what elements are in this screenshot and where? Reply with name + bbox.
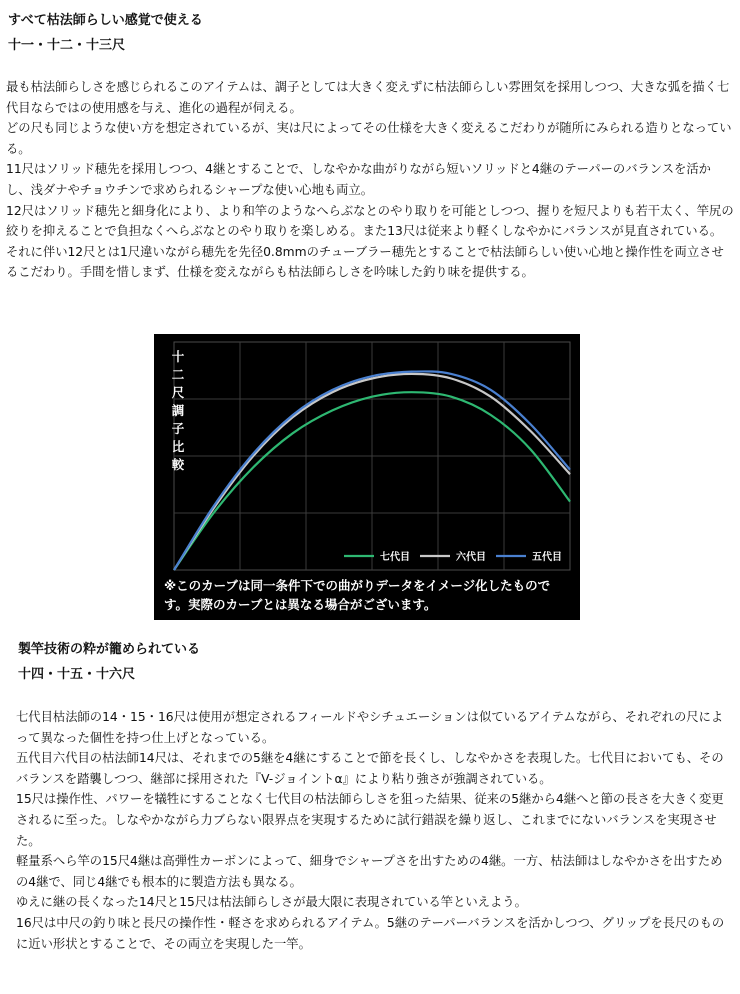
chart-note: ※このカーブは同一条件下での曲がりデータをイメージ化したものです。実際のカーブとは異なる場合がございます。 bbox=[164, 578, 551, 612]
legend-label: 五代目 bbox=[532, 552, 562, 563]
section2-paragraph: 七代目枯法師の14・15・16尺は使用が想定されるフィールドやシチュエーションは似ているアイテムながら、それぞれの尺によって異なった個性を持つ仕上げとなっている。 bbox=[16, 710, 724, 745]
section1-paragraph: 12尺はソリッド穂先と細身化により、より和竿のようなへらぶなとのやり取りを可能としつつ、握りを短尺よりも若干太く、竿尻の絞りを抑えることで負担なくへらぶなとのやり取りを楽しめる。また13尺は従来より軽くしなやかにバランスが見直されている。それに伴い12尺とは1尺違いながら穂先を先径0.8mmのチューブラー穂先とすることで枯法師らしい使い心地と操作性を両立させるこだわり。手間を惜しまず、仕様を変えながらも枯法師らしさを吟味した釣り味を提供する。 bbox=[6, 203, 734, 280]
section2-paragraph: 軽量系へら竿の15尺4継は高弾性カーボンによって、細身でシャープさを出すための4継。一方、枯法師はしなやかさを出すための4継で、同じ4継でも根本的に製造方法も異なる。 bbox=[16, 854, 723, 889]
chart-ylabel: 十二尺調子比較 bbox=[171, 349, 185, 472]
legend-label: 六代目 bbox=[456, 552, 486, 563]
section2-heading: 製竿技術の粋が籠められている bbox=[18, 642, 201, 657]
section2-subheading: 十四・十五・十六尺 bbox=[18, 667, 136, 682]
section1-paragraph: どの尺も同じような使い方を想定されているが、実は尺によってその仕様を大きく変えるこだわりが随所にみられる造りとなっている。 bbox=[6, 121, 732, 156]
section1-paragraph: 11尺はソリッド穂先を採用しつつ、4継とすることで、しなやかな曲がりながら短いソリッドと4継のテーパーのバランスを活かし、浅ダナやチョウチンで求められるシャープな使い心地も両立。 bbox=[6, 162, 711, 197]
section2-paragraph: 16尺は中尺の釣り味と長尺の操作性・軽さを求められるアイテム。5継のテーパーバランスを活かしつつ、グリップを長尺のものに近い形状とすることで、その両立を実現した一竿。 bbox=[16, 915, 725, 951]
rod-curve-chart bbox=[154, 334, 580, 620]
section1-paragraph: 最も枯法師らしさを感じられるこのアイテムは、調子としては大きく変えずに枯法師らしい雰囲気を採用しつつ、大きな弧を描く七代目ならではの使用感を与え、進化の過程が伺える。 bbox=[6, 80, 730, 115]
section1-heading: すべて枯法師らしい感覚で使える bbox=[8, 13, 203, 28]
section1-body bbox=[6, 77, 734, 283]
section2-paragraph: 五代目六代目の枯法師14尺は、それまでの5継を4継にすることで節を長くし、しなやかさを表現した。七代目においても、そのバランスを踏襲しつつ、継部に採用された『V-ジョイントα』により粘り強さが強調されている。 bbox=[16, 751, 724, 786]
section2-body bbox=[16, 707, 732, 954]
legend-label: 七代目 bbox=[380, 552, 410, 563]
section2-paragraph: 15尺は操作性、パワーを犠牲にすることなく七代目の枯法師らしさを狙った結果、従来の5継から4継へと節の長さを大きく変更されるに至った。しなやかながら力ブらない限界点を実現するために試行錯誤を繰り返し、これまでにないバランスを実現させた。 bbox=[16, 792, 724, 848]
section2-paragraph: ゆえに継の長くなった14尺と15尺は枯法師らしさが最大限に表現されている竿といえよう。 bbox=[16, 895, 527, 910]
section1-subheading: 十一・十二・十三尺 bbox=[8, 38, 126, 53]
